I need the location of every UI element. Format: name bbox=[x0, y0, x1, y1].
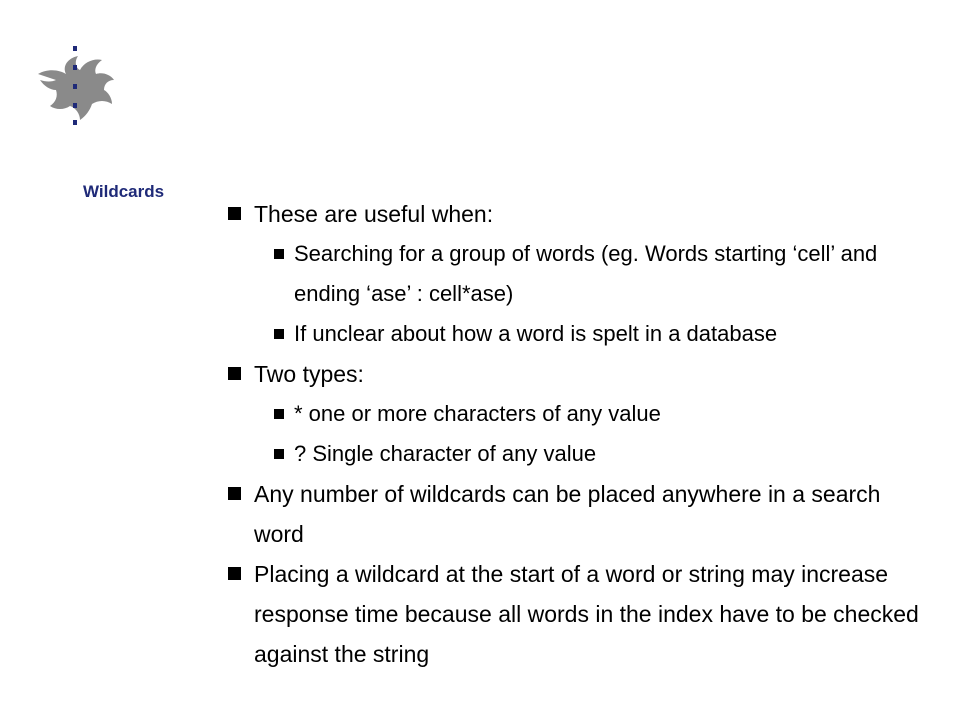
sub-bullet-item bbox=[274, 394, 928, 434]
logo-dot bbox=[73, 65, 77, 70]
square-bullet-icon bbox=[274, 449, 284, 459]
bullet-list bbox=[228, 194, 928, 674]
bullet-text: If unclear about how a word is spelt in a database bbox=[294, 321, 778, 346]
square-bullet-icon bbox=[274, 329, 284, 339]
university-logo-icon bbox=[34, 44, 118, 128]
square-bullet-icon bbox=[228, 567, 241, 580]
bullet-text: These are useful when: bbox=[254, 201, 494, 227]
square-bullet-icon bbox=[228, 367, 241, 380]
logo-dot bbox=[73, 84, 77, 89]
bullet-text: ? Single character of any value bbox=[294, 441, 597, 466]
square-bullet-icon bbox=[274, 249, 284, 259]
section-title: Wildcards bbox=[83, 182, 165, 201]
bullet-text: Placing a wildcard at the start of a word or string may increase response time because all words in the index have to be checked against the string bbox=[254, 561, 919, 667]
square-bullet-icon bbox=[274, 409, 284, 419]
bullet-text: * one or more characters of any value bbox=[294, 401, 661, 426]
sub-bullet-item bbox=[274, 314, 928, 354]
logo-dot bbox=[73, 103, 77, 108]
bullet-text: Two types: bbox=[254, 361, 364, 387]
bullet-item bbox=[228, 354, 928, 394]
logo-dot bbox=[73, 120, 77, 125]
square-bullet-icon bbox=[228, 207, 241, 220]
sub-bullet-item bbox=[274, 434, 928, 474]
logo-dot bbox=[73, 46, 77, 51]
bullet-text: Searching for a group of words (eg. Words starting ‘cell’ and ending ‘ase’ : cell*ase) bbox=[294, 241, 878, 306]
sub-bullet-item bbox=[274, 234, 928, 314]
bullet-item bbox=[228, 554, 928, 674]
bullet-text: Any number of wildcards can be placed anywhere in a search word bbox=[254, 481, 881, 547]
bullet-item bbox=[228, 474, 928, 554]
bullet-item bbox=[228, 194, 928, 234]
square-bullet-icon bbox=[228, 487, 241, 500]
